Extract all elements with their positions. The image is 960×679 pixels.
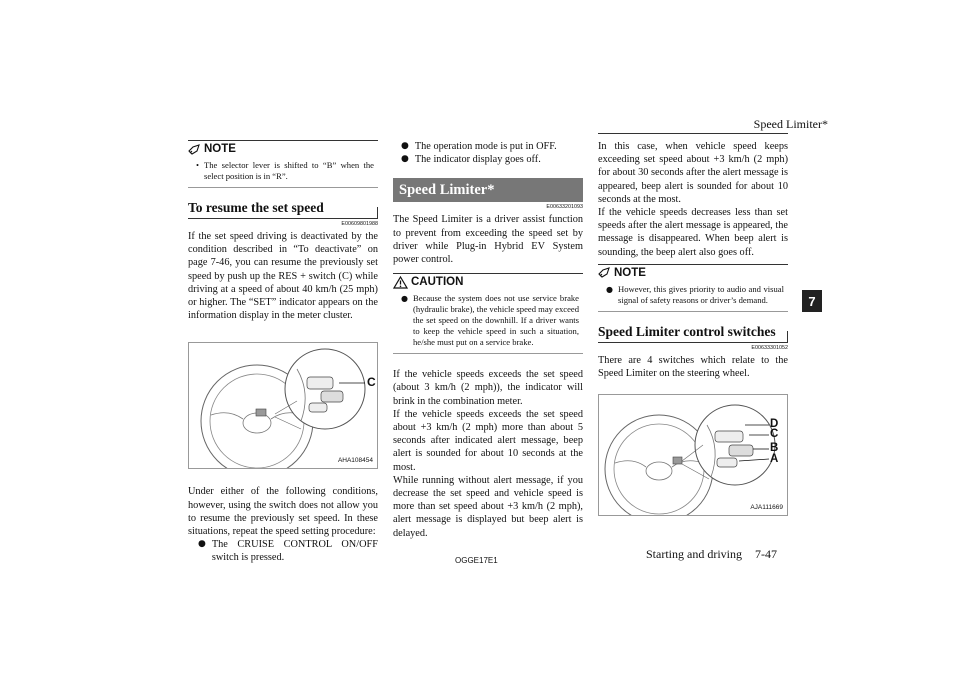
note-box <box>598 264 788 312</box>
footer-section-name: Starting and driving <box>646 547 742 561</box>
section-code: E00609801988 <box>341 221 378 227</box>
list-item: ● The operation mode is put in OFF. <box>401 141 557 152</box>
caution-title: CAUTION <box>411 276 464 289</box>
header-rule <box>598 133 788 134</box>
figure-callout-c: C <box>367 375 376 390</box>
note-item: • The selector lever is shifted to “B” when the select position is in “R”. <box>196 160 374 181</box>
list-item: ● The CRUISE CONTROL ON/OFF switch is pressed. <box>198 539 378 564</box>
paragraph: In this case, when vehicle speed keeps exceeding set speed about +3 km/h (2 mph) for about 30 seconds after the alert message is appeared, beep alert is sounded for about 10 seconds at the most. <box>598 141 788 205</box>
paragraph: If the vehicle speeds exceeds the set speed (about 3 km/h (2 mph)), the indicator will brink in the combination meter. <box>393 369 583 407</box>
warning-triangle-icon <box>393 276 408 289</box>
figure-code: AJA111669 <box>750 504 783 512</box>
paragraph: Under either of the following conditions, however, using the switch does not allow you to resume the previously set speed. In these situations, repeat the speed setting procedure: <box>188 486 378 538</box>
figure-callout-b: B <box>770 442 779 455</box>
steering-wheel-switches-figure <box>598 394 788 516</box>
paragraph: There are 4 switches which relate to the Speed Limiter on the steering wheel. <box>598 354 788 380</box>
note-item: ● However, this gives priority to audio and visual signal of safety reasons or driver’s demand. <box>606 283 784 305</box>
note-title: NOTE <box>614 266 646 279</box>
section-code: E00633201093 <box>546 204 583 211</box>
right-column <box>598 140 788 516</box>
running-title: Speed Limiter* <box>753 117 828 131</box>
page-number: 7-47 <box>755 547 777 561</box>
steering-wheel-switches-illustration <box>599 395 787 515</box>
steering-wheel-illustration <box>189 343 377 468</box>
figure-callout-a: A <box>770 453 779 466</box>
steering-wheel-figure <box>188 342 378 469</box>
middle-column <box>393 140 583 540</box>
paragraph: If the vehicle speeds decreases less than set speeds after the alert message is appeared, the message is disappeared. When beep alert is sounding, the beep alert also goes off. <box>598 207 788 258</box>
section-heading-resume: To resume the set speed <box>188 200 378 219</box>
section-code: E00633301052 <box>751 344 788 351</box>
caution-item: ● Because the system does not use service brake (hydraulic brake), the vehicle speed may exceed the set speed on the downhill. If a driver wants to keep the vehicle speed in such a situation, he/she must put on a service brake. <box>401 293 579 348</box>
document-code: OGGE17E1 <box>455 556 498 565</box>
paragraph: While running without alert message, if you decrease the set speed and vehicle speed is more than set speed about +3 km/h (2 mph), alert message is displayed but beep alert is delayed. <box>393 474 583 539</box>
section-banner: Speed Limiter* <box>393 178 583 202</box>
paragraph: The Speed Limiter is a driver assist function to prevent from exceeding the speed set by driver while Plug-in Hybrid EV System power control. <box>393 214 583 266</box>
note-icon <box>598 267 611 278</box>
chapter-tab: 7 <box>802 290 822 312</box>
paragraph: If the set speed driving is deactivated by the condition described in “To deactivate” on page 7-46, you can resume the previously set speed by push up the RES + switch (C) while driving at a speed of about 40 km/h (25 mph) or higher. The “SET” indicator appears on the information display in the meter cluster. <box>188 231 378 322</box>
caution-box <box>393 273 583 354</box>
list-item: ● The indicator display goes off. <box>401 154 541 166</box>
figure-code: AHA108454 <box>337 457 373 465</box>
note-icon <box>188 144 201 155</box>
section-heading-switches: Speed Limiter control switches <box>598 324 788 343</box>
note-title: NOTE <box>204 143 236 155</box>
note-box <box>188 140 378 188</box>
figure-callout-c: C <box>770 428 779 441</box>
paragraph: If the vehicle speeds exceeds the set speed about +3 km/h (2 mph) more than about 5 seconds after indicated alert message, beep alert is sounded for about 10 seconds at the most. <box>393 408 583 473</box>
left-column <box>188 140 378 565</box>
figure-callout-d: D <box>770 418 779 431</box>
